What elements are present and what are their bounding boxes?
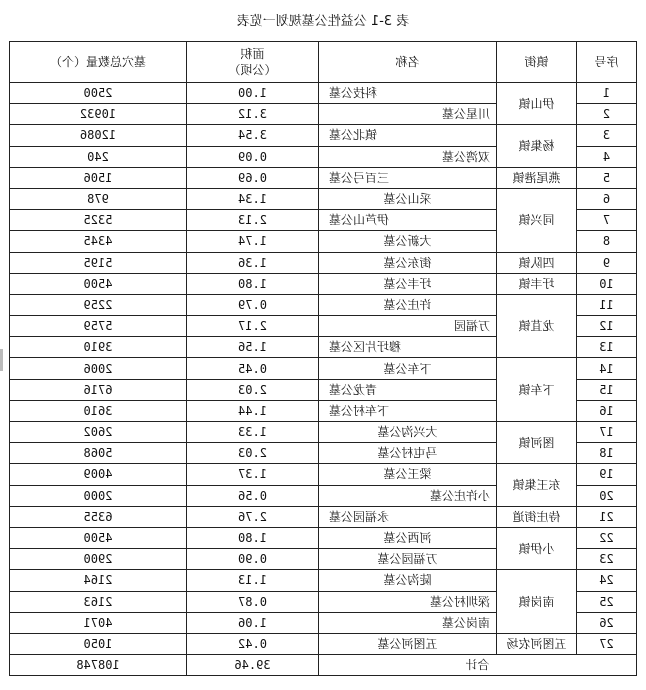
cemetery-name: 穆圩片区公墓 — [319, 337, 497, 358]
table-row — [10, 167, 637, 188]
town-cell: 南岗镇 — [497, 570, 577, 634]
town-cell: 下车镇 — [497, 358, 577, 422]
area-value: 2.76 — [187, 506, 319, 527]
area-value: 1.00 — [187, 83, 319, 104]
area-value: 0.87 — [187, 591, 319, 612]
row-number: 8 — [577, 231, 637, 252]
table-row — [10, 294, 637, 315]
tomb-count: 2900 — [10, 549, 187, 570]
row-number: 26 — [577, 612, 637, 633]
town-cell: 小伊镇 — [497, 527, 577, 569]
row-number: 5 — [577, 167, 637, 188]
town-cell: 圩丰镇 — [497, 273, 577, 294]
header-area: 面积 （公顷） — [187, 42, 319, 83]
row-number: 1 — [577, 83, 637, 104]
total-area: 39.46 — [187, 655, 319, 676]
cemetery-name: 深圳村公墓 — [319, 591, 497, 612]
area-value: 2.13 — [187, 210, 319, 231]
tomb-count: 1506 — [10, 167, 187, 188]
town-cell: 伊山镇 — [497, 83, 577, 125]
tomb-count: 6355 — [10, 506, 187, 527]
area-value: 0.45 — [187, 358, 319, 379]
total-tombs: 108748 — [10, 655, 187, 676]
cemetery-name: 下车公墓 — [319, 358, 497, 379]
cemetery-name: 马屯村公墓 — [319, 443, 497, 464]
tomb-count: 2163 — [10, 591, 187, 612]
area-value: 0.69 — [187, 167, 319, 188]
cemetery-name: 伊芦山公墓 — [319, 210, 497, 231]
tomb-count: 12086 — [10, 125, 187, 146]
table-row — [10, 633, 637, 654]
header-tombs: 墓穴总数量（个） — [10, 42, 187, 83]
area-value: 1.33 — [187, 422, 319, 443]
page-edge-mark — [0, 349, 3, 371]
table-row — [10, 358, 637, 379]
row-number: 18 — [577, 443, 637, 464]
tomb-count: 2500 — [10, 83, 187, 104]
header-name: 名称 — [319, 42, 497, 83]
row-number: 17 — [577, 422, 637, 443]
town-cell: 五图河农场 — [497, 633, 577, 654]
cemetery-name: 万福园 — [319, 316, 497, 337]
town-cell: 四队镇 — [497, 252, 577, 273]
cemetery-name: 小许庄公墓 — [319, 485, 497, 506]
tomb-count: 4071 — [10, 612, 187, 633]
row-number: 16 — [577, 400, 637, 421]
row-number: 7 — [577, 210, 637, 231]
tomb-count: 2000 — [10, 485, 187, 506]
town-cell: 杨集镇 — [497, 125, 577, 167]
area-value: 3.12 — [187, 104, 319, 125]
row-number: 22 — [577, 527, 637, 548]
header-num: 序号 — [577, 42, 637, 83]
row-number: 12 — [577, 316, 637, 337]
table-row — [10, 570, 637, 591]
row-number: 15 — [577, 379, 637, 400]
area-value: 1.36 — [187, 252, 319, 273]
area-value: 0.09 — [187, 146, 319, 167]
row-number: 24 — [577, 570, 637, 591]
row-number: 3 — [577, 125, 637, 146]
cemetery-name: 万福园公墓 — [319, 549, 497, 570]
area-value: 1.74 — [187, 231, 319, 252]
area-value: 3.54 — [187, 125, 319, 146]
cemetery-name: 下车村公墓 — [319, 400, 497, 421]
table-row — [10, 252, 637, 273]
row-number: 9 — [577, 252, 637, 273]
tomb-count: 4345 — [10, 231, 187, 252]
area-value: 2.03 — [187, 379, 319, 400]
cemetery-name: 青龙公墓 — [319, 379, 497, 400]
total-label: 合计 — [319, 655, 637, 676]
area-value: 1.56 — [187, 337, 319, 358]
tomb-count: 10932 — [10, 104, 187, 125]
table-row — [10, 125, 637, 146]
area-value: 1.80 — [187, 527, 319, 548]
tomb-count: 5325 — [10, 210, 187, 231]
row-number: 13 — [577, 337, 637, 358]
town-cell: 燕尾港镇 — [497, 167, 577, 188]
row-number: 21 — [577, 506, 637, 527]
row-number: 23 — [577, 549, 637, 570]
row-number: 14 — [577, 358, 637, 379]
cemetery-plan-table — [9, 41, 637, 676]
cemetery-name: 双湾公墓 — [319, 146, 497, 167]
area-value: 1.37 — [187, 464, 319, 485]
table-row — [10, 83, 637, 104]
town-cell: 东王集镇 — [497, 464, 577, 506]
cemetery-name: 川星公墓 — [319, 104, 497, 125]
area-value: 1.80 — [187, 273, 319, 294]
cemetery-name: 五图河公墓 — [319, 633, 497, 654]
row-number: 11 — [577, 294, 637, 315]
cemetery-name: 三百弓公墓 — [319, 167, 497, 188]
row-number: 6 — [577, 188, 637, 209]
row-number: 27 — [577, 633, 637, 654]
table-row — [10, 506, 637, 527]
cemetery-name: 镇北公墓 — [319, 125, 497, 146]
town-cell: 龙苴镇 — [497, 294, 577, 358]
cemetery-name: 圩丰公墓 — [319, 273, 497, 294]
row-number: 25 — [577, 591, 637, 612]
cemetery-name: 南岗公墓 — [319, 612, 497, 633]
table-row — [10, 464, 637, 485]
total-row — [10, 655, 637, 676]
tomb-count: 2602 — [10, 422, 187, 443]
table-row — [10, 188, 637, 209]
tomb-count: 240 — [10, 146, 187, 167]
table-row — [10, 422, 637, 443]
tomb-count: 4500 — [10, 527, 187, 548]
table-row — [10, 273, 637, 294]
tomb-count: 6716 — [10, 379, 187, 400]
cemetery-name: 大兴沟公墓 — [319, 422, 497, 443]
town-cell: 图河镇 — [497, 422, 577, 464]
tomb-count: 4500 — [10, 273, 187, 294]
tomb-count: 4009 — [10, 464, 187, 485]
area-value: 1.44 — [187, 400, 319, 421]
cemetery-name: 梁王公墓 — [319, 464, 497, 485]
table-row — [10, 527, 637, 548]
row-number: 4 — [577, 146, 637, 167]
cemetery-name: 科技公墓 — [319, 83, 497, 104]
area-value: 1.13 — [187, 570, 319, 591]
row-number: 19 — [577, 464, 637, 485]
cemetery-name: 许庄公墓 — [319, 294, 497, 315]
area-value: 2.17 — [187, 316, 319, 337]
tomb-count: 5759 — [10, 316, 187, 337]
tomb-count: 3610 — [10, 400, 187, 421]
row-number: 10 — [577, 273, 637, 294]
cemetery-name: 大新公墓 — [319, 231, 497, 252]
cemetery-name: 采山公墓 — [319, 188, 497, 209]
row-number: 2 — [577, 104, 637, 125]
town-cell: 同兴镇 — [497, 188, 577, 252]
tomb-count: 1050 — [10, 633, 187, 654]
tomb-count: 2164 — [10, 570, 187, 591]
area-value: 0.42 — [187, 633, 319, 654]
area-value: 2.03 — [187, 443, 319, 464]
tomb-count: 3910 — [10, 337, 187, 358]
table-title: 表 3-1 公益性公墓规划一览表 — [236, 14, 410, 29]
cemetery-name: 永福园公墓 — [319, 506, 497, 527]
tomb-count: 2006 — [10, 358, 187, 379]
row-number: 20 — [577, 485, 637, 506]
tomb-count: 978 — [10, 188, 187, 209]
tomb-count: 5195 — [10, 252, 187, 273]
tomb-count: 2259 — [10, 294, 187, 315]
area-value: 1.34 — [187, 188, 319, 209]
header-town: 镇街 — [497, 42, 577, 83]
town-cell: 侍庄街道 — [497, 506, 577, 527]
cemetery-name: 陡沟公墓 — [319, 570, 497, 591]
area-value: 0.90 — [187, 549, 319, 570]
area-value: 0.56 — [187, 485, 319, 506]
tomb-count: 5068 — [10, 443, 187, 464]
cemetery-name: 河西公墓 — [319, 527, 497, 548]
table-header-row — [10, 42, 637, 83]
area-value: 0.79 — [187, 294, 319, 315]
cemetery-name: 街东公墓 — [319, 252, 497, 273]
area-value: 1.06 — [187, 612, 319, 633]
